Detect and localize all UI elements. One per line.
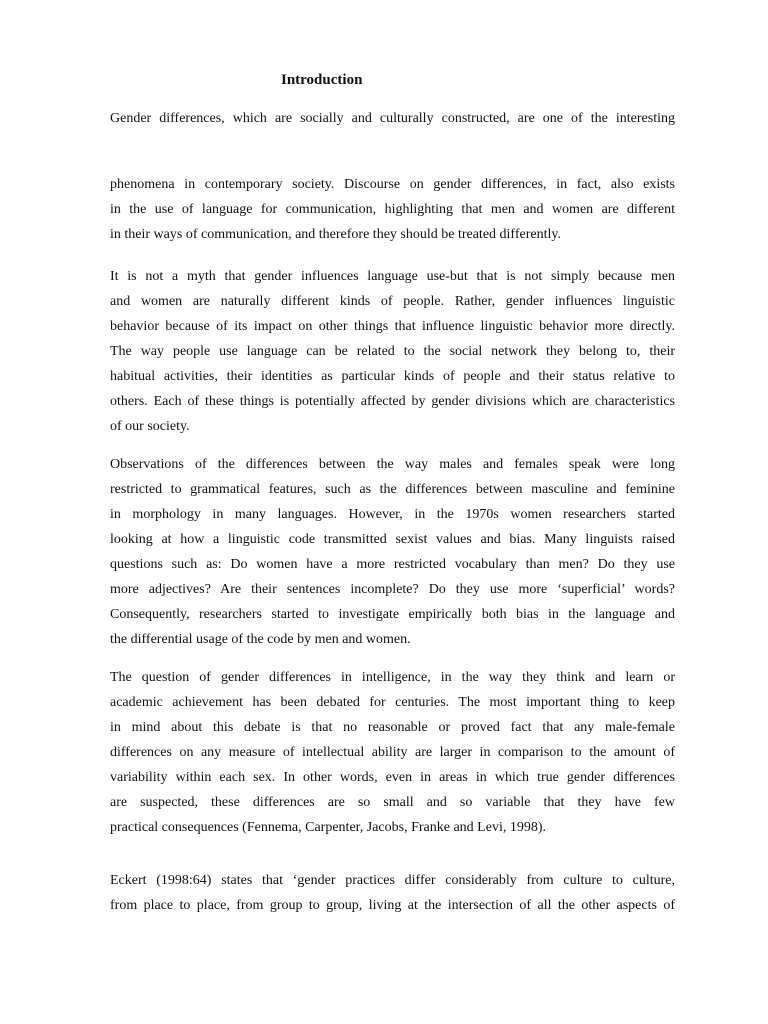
text-line: more adjectives? Are their sentences incomplete? Do they use more ‘superficial’ words? [110,582,675,597]
text-line: The question of gender differences in intelligence, in the way they think and learn or [110,670,675,685]
text-line: phenomena in contemporary society. Discourse on gender differences, in fact, also exists [110,177,675,192]
text-line: in their ways of communication, and therefore they should be treated differently. [110,227,561,242]
text-line: others. Each of these things is potentially affected by gender divisions which are characteristics [110,394,675,409]
text-line: questions such as: Do women have a more restricted vocabulary than men? Do they use [110,557,675,572]
text-line: Eckert (1998:64) states that ‘gender practices differ considerably from culture to culture, [110,873,675,888]
text-line: Consequently, researchers started to investigate empirically both bias in the language and [110,607,675,622]
text-line: the differential usage of the code by men and women. [110,632,411,647]
text-line: It is not a myth that gender influences language use-but that is not simply because men [110,269,675,284]
text-line: The way people use language can be related to the social network they belong to, their [110,344,675,359]
text-line: restricted to grammatical features, such as the differences between masculine and feminine [110,482,675,497]
text-line: academic achievement has been debated for centuries. The most important thing to keep [110,695,675,710]
paragraph-2 [110,172,675,247]
text-line: Observations of the differences between the way males and females speak were long [110,457,675,472]
text-line: in the use of language for communication, highlighting that men and women are different [110,202,675,217]
text-line: differences on any measure of intellectual ability are larger in comparison to the amount of [110,745,675,760]
paragraph-6 [110,868,675,918]
text-line: practical consequences (Fennema, Carpenter, Jacobs, Franke and Levi, 1998). [110,820,546,835]
text-line: of our society. [110,419,190,434]
text-line: variability within each sex. In other words, even in areas in which true gender differences [110,770,675,785]
paragraph-1 [110,108,675,130]
paragraph-5 [110,665,675,840]
paragraph-4 [110,452,675,652]
text-line: are suspected, these differences are so small and so variable that they have few [110,795,675,810]
text-line: habitual activities, their identities as particular kinds of people and their status relative to [110,369,675,384]
text-line: and women are naturally different kinds of people. Rather, gender influences linguistic [110,294,675,309]
text-line: behavior because of its impact on other things that influence linguistic behavior more directly. [110,319,675,334]
paragraph-3 [110,264,675,439]
page-title: Introduction [281,72,363,88]
text-line: Gender differences, which are socially and culturally constructed, are one of the interesting [110,111,675,126]
text-line: from place to place, from group to group, living at the intersection of all the other aspects of [110,898,675,913]
text-line: in mind about this debate is that no reasonable or proved fact that any male-female [110,720,675,735]
text-line: looking at how a linguistic code transmitted sexist values and bias. Many linguists raised [110,532,675,547]
text-line: in morphology in many languages. However, in the 1970s women researchers started [110,507,675,522]
